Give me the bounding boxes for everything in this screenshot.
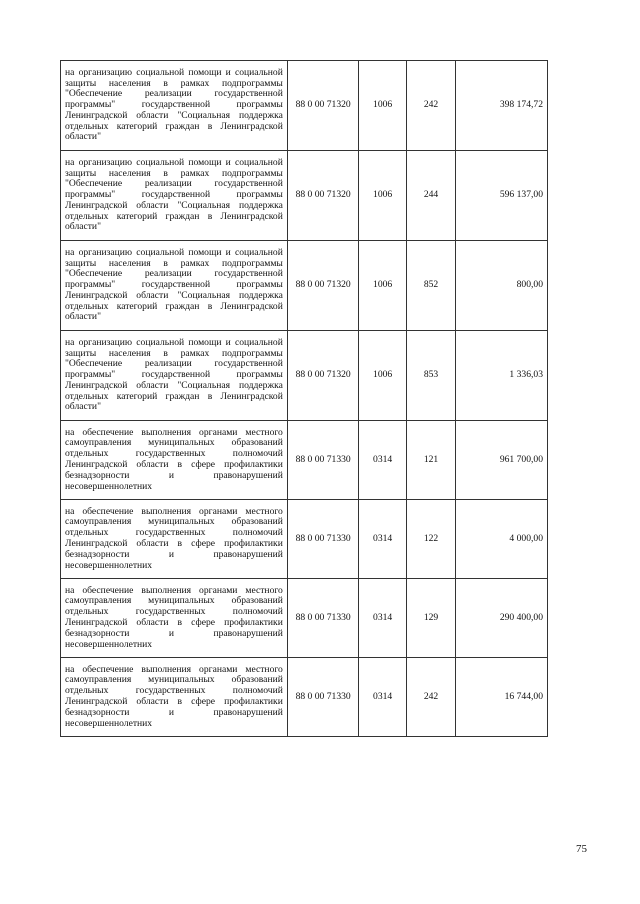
row-section: 0314 [359,500,406,579]
table-row [61,61,548,151]
row-target-code: 88 0 00 71320 [287,331,359,421]
row-description: на обеспечение выполнения органами местного самоуправления муниципальных образований отдельных государственных полномочий Ленинградской области в сфере профилактики безнадзорности и правонарушений несовершеннолетних [61,500,288,579]
row-section: 1006 [359,61,406,151]
row-amount: 596 137,00 [456,151,548,241]
row-description: на организацию социальной помощи и социальной защиты населения в рамках подпрограммы "Обеспечение реализации государственной программы" государственной программы Ленинградской области "Социальная поддержка отдельных категорий граждан в Ленинградской области" [61,241,288,331]
row-section: 1006 [359,151,406,241]
row-expense-type: 129 [406,579,455,658]
row-amount: 800,00 [456,241,548,331]
row-section: 0314 [359,658,406,737]
row-target-code: 88 0 00 71330 [287,421,359,500]
table-row [61,579,548,658]
row-amount: 961 700,00 [456,421,548,500]
row-expense-type: 244 [406,151,455,241]
table-row [61,658,548,737]
row-description: на обеспечение выполнения органами местного самоуправления муниципальных образований отдельных государственных полномочий Ленинградской области в сфере профилактики безнадзорности и правонарушений несовершеннолетних [61,579,288,658]
row-description: на организацию социальной помощи и социальной защиты населения в рамках подпрограммы "Обеспечение реализации государственной программы" государственной программы Ленинградской области "Социальная поддержка отдельных категорий граждан в Ленинградской области" [61,331,288,421]
table-row [61,241,548,331]
row-section: 0314 [359,421,406,500]
row-section: 1006 [359,331,406,421]
row-description: на организацию социальной помощи и социальной защиты населения в рамках подпрограммы "Обеспечение реализации государственной программы" государственной программы Ленинградской области "Социальная поддержка отдельных категорий граждан в Ленинградской области" [61,61,288,151]
row-description: на организацию социальной помощи и социальной защиты населения в рамках подпрограммы "Обеспечение реализации государственной программы" государственной программы Ленинградской области "Социальная поддержка отдельных категорий граждан в Ленинградской области" [61,151,288,241]
row-section: 1006 [359,241,406,331]
row-amount: 16 744,00 [456,658,548,737]
table-row [61,421,548,500]
row-expense-type: 121 [406,421,455,500]
row-expense-type: 122 [406,500,455,579]
row-amount: 398 174,72 [456,61,548,151]
page-number: 75 [576,843,587,855]
table-row [61,151,548,241]
table-row [61,500,548,579]
row-expense-type: 242 [406,658,455,737]
row-target-code: 88 0 00 71320 [287,241,359,331]
row-target-code: 88 0 00 71330 [287,658,359,737]
row-amount: 4 000,00 [456,500,548,579]
row-expense-type: 242 [406,61,455,151]
row-target-code: 88 0 00 71330 [287,579,359,658]
row-description: на обеспечение выполнения органами местного самоуправления муниципальных образований отдельных государственных полномочий Ленинградской области в сфере профилактики безнадзорности и правонарушений несовершеннолетних [61,658,288,737]
row-target-code: 88 0 00 71320 [287,61,359,151]
row-description: на обеспечение выполнения органами местного самоуправления муниципальных образований отдельных государственных полномочий Ленинградской области в сфере профилактики безнадзорности и правонарушений несовершеннолетних [61,421,288,500]
row-amount: 290 400,00 [456,579,548,658]
row-target-code: 88 0 00 71330 [287,500,359,579]
row-amount: 1 336,03 [456,331,548,421]
row-target-code: 88 0 00 71320 [287,151,359,241]
row-expense-type: 853 [406,331,455,421]
table-row [61,331,548,421]
row-expense-type: 852 [406,241,455,331]
row-section: 0314 [359,579,406,658]
budget-table [60,60,548,737]
